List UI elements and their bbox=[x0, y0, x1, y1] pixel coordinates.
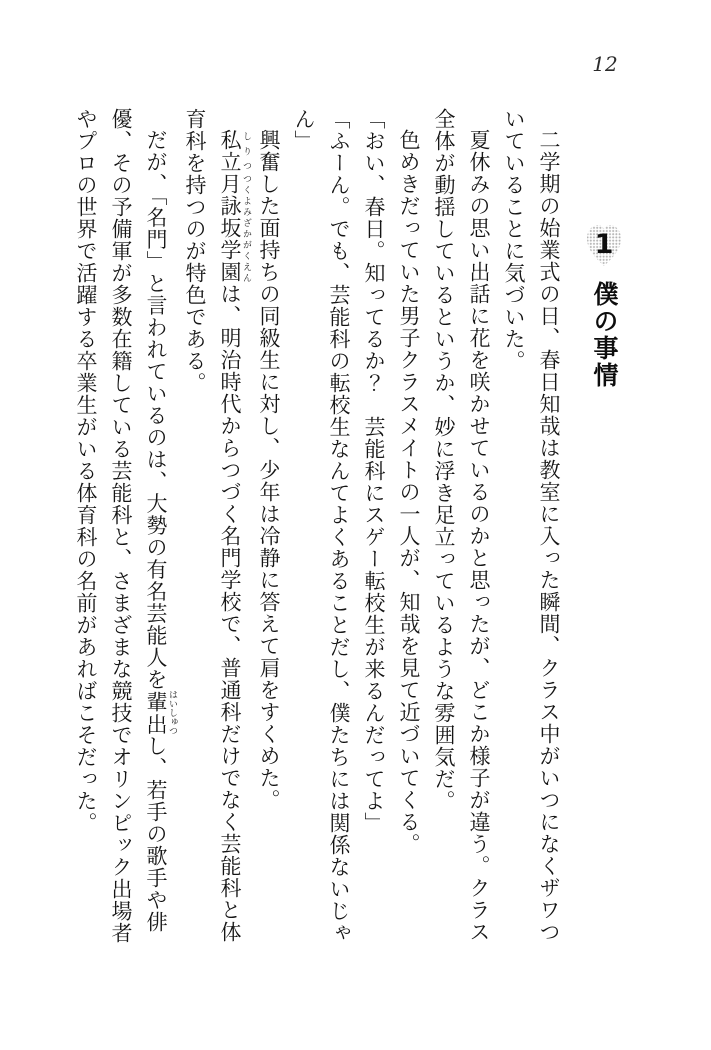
ruby-annotated-word: 輩出 はいしゅつ bbox=[144, 690, 177, 736]
page-number: 12 bbox=[592, 52, 618, 76]
chapter-number-badge bbox=[586, 223, 622, 268]
chapter-number: 1 bbox=[594, 229, 614, 260]
paragraph: 私立 しりつ月詠坂 つくよみざか学園 がくえんは、明治時代からつづく名門学校で、普通科だけでなく芸能科と体育科を持つのが特色である。 bbox=[183, 108, 251, 943]
body-text bbox=[76, 108, 566, 948]
chapter-title: 僕の事情 bbox=[590, 281, 619, 389]
paragraph: 夏休みの思い出話に花を咲かせているのかと思ったが、どこか様子が違う。クラス全体が動揺しているというか、妙に浮き足立っているような雰囲気だ。 bbox=[432, 108, 491, 943]
paragraph: 興奮した面持ちの同級生に対し、少年は冷静に答えて肩をすくめた。 bbox=[257, 129, 281, 811]
ruby-annotated-word: 月詠坂 つくよみざか bbox=[218, 173, 251, 239]
paragraph: 「ふーん。でも、芸能科の転校生なんてよくあることだし、僕たちには関係ないじゃん」 bbox=[292, 108, 351, 944]
ruby-annotated-word: 学園 がくえん bbox=[218, 239, 251, 283]
paragraph: 「おい、春日。知ってるか？ 芸能科にスゲー転校生が来るんだってよ」 bbox=[362, 108, 386, 834]
ruby-annotated-word: 私立 しりつ bbox=[218, 129, 251, 173]
paragraph: 二学期の始業式の日、春日知哉は教室に入った瞬間、クラス中がいつになくザワついていることに気づいた。 bbox=[502, 108, 561, 943]
chapter-heading bbox=[582, 223, 626, 389]
paragraph: 色めきだっていた男子クラスメイトの一人が、知哉を見て近づいてくる。 bbox=[397, 129, 421, 855]
paragraph: だが、「名門」と言われているのは、大勢の有名芸能人を輩出 はいしゅつし、若手の歌手や俳優、その予備軍が多数在籍している芸能科と、さまざまな競技でオリンピック出場者やプロの世界で活躍する卒業生がいる体育科の名前があればこそだった。 bbox=[74, 108, 177, 944]
